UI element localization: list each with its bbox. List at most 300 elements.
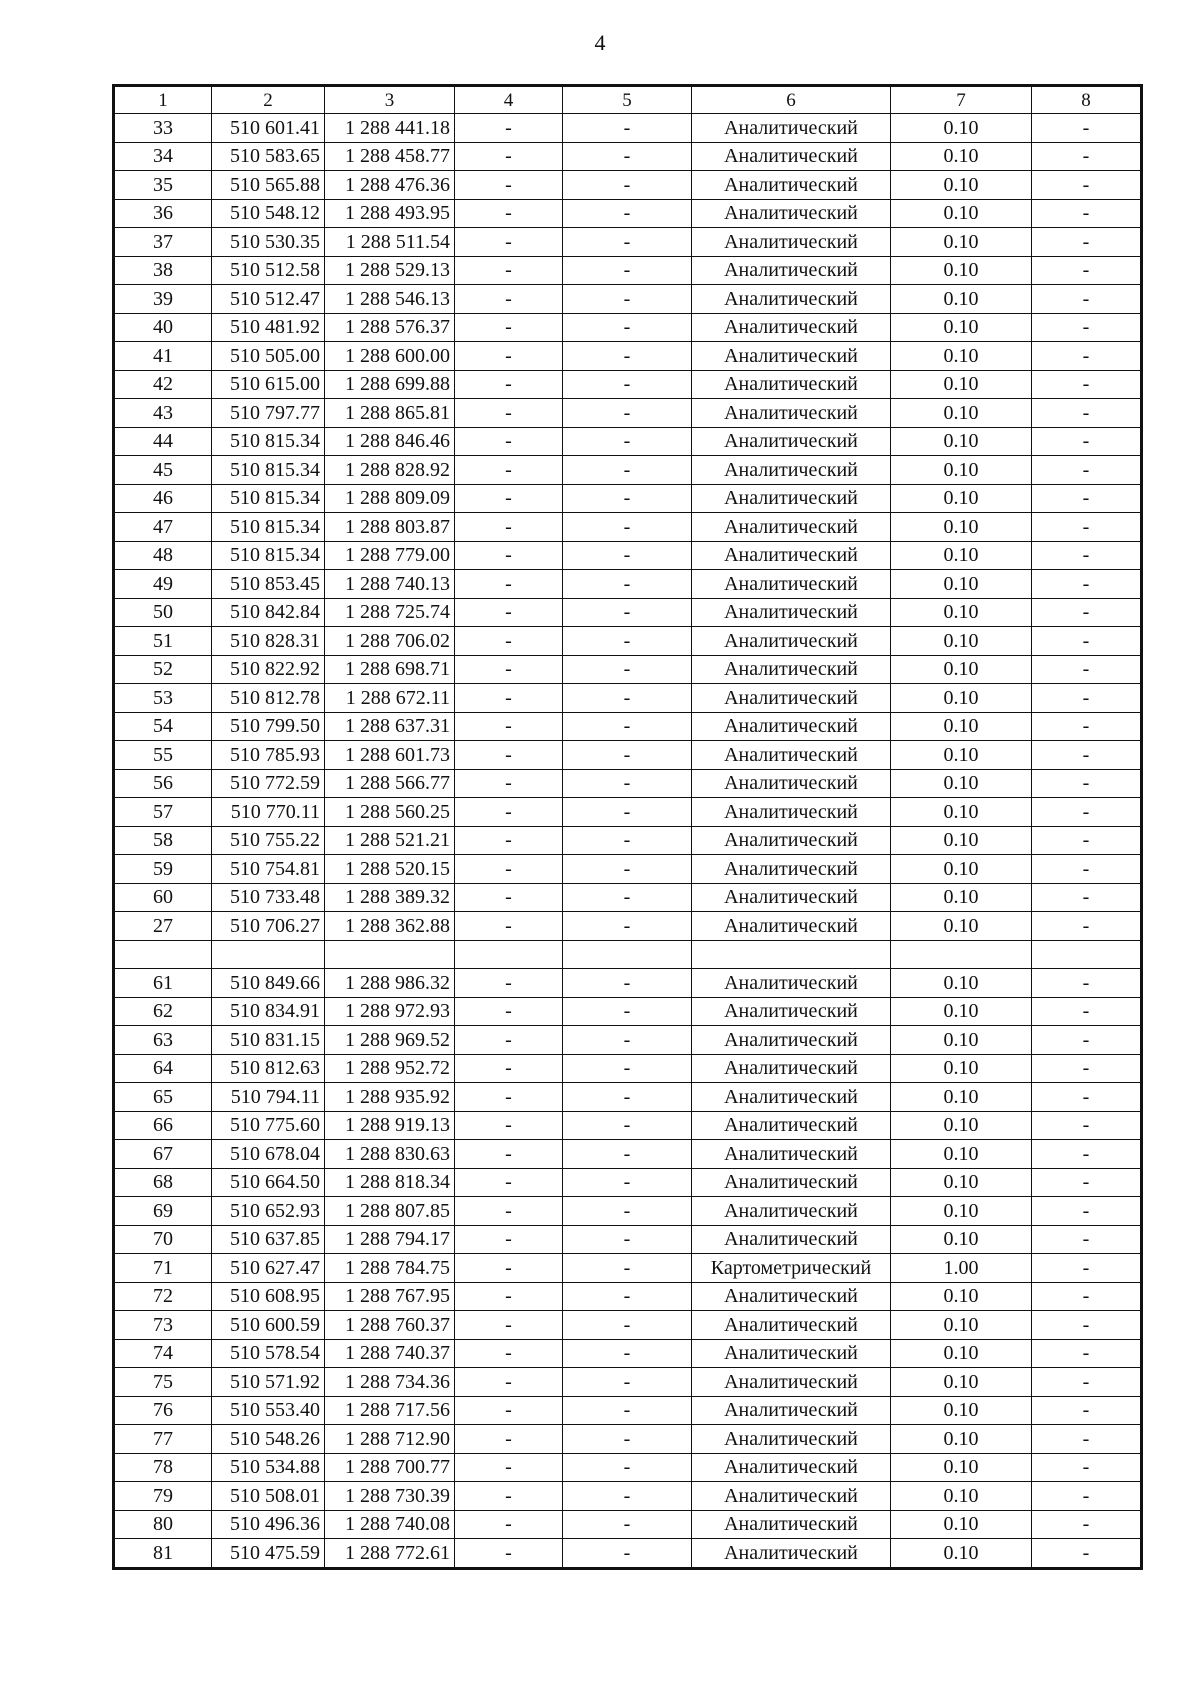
cell-col-4-value: - [455, 399, 563, 428]
cell-col-8-value: - [1032, 370, 1141, 399]
cell-method: Аналитический [692, 1225, 891, 1254]
cell-col-4-value: - [455, 798, 563, 827]
cell-method: Аналитический [692, 484, 891, 513]
cell-accuracy: 0.10 [891, 1054, 1032, 1083]
cell-point-number: 79 [115, 1482, 212, 1511]
cell-accuracy: 0.10 [891, 142, 1032, 171]
cell-accuracy: 0.10 [891, 969, 1032, 998]
table-row [115, 855, 1141, 884]
cell-col-8-value: - [1032, 1026, 1141, 1055]
cell-col-4-value: - [455, 285, 563, 314]
cell-col-8-value: - [1032, 684, 1141, 713]
table-row [115, 826, 1141, 855]
cell-method: Аналитический [692, 769, 891, 798]
cell-method: Аналитический [692, 171, 891, 200]
cell-point-number: 46 [115, 484, 212, 513]
cell-col-4-value: - [455, 1111, 563, 1140]
cell-y-coordinate: 1 288 779.00 [325, 541, 455, 570]
cell-col-5-value: - [563, 513, 692, 542]
cell-x-coordinate: 510 822.92 [212, 655, 325, 684]
cell-y-coordinate: 1 288 803.87 [325, 513, 455, 542]
cell-col-5-value: - [563, 228, 692, 257]
cell-method: Аналитический [692, 1168, 891, 1197]
cell-col-4-value: - [455, 370, 563, 399]
cell-col-4-value: - [455, 456, 563, 485]
cell-method: Аналитический [692, 1054, 891, 1083]
cell-accuracy [891, 940, 1032, 969]
cell-col-4-value: - [455, 256, 563, 285]
cell-method: Аналитический [692, 342, 891, 371]
table-row [115, 1197, 1141, 1226]
cell-point-number: 47 [115, 513, 212, 542]
cell-col-8-value: - [1032, 969, 1141, 998]
table-row [115, 627, 1141, 656]
table-row [115, 741, 1141, 770]
table-row [115, 370, 1141, 399]
cell-x-coordinate: 510 853.45 [212, 570, 325, 599]
cell-point-number: 76 [115, 1396, 212, 1425]
cell-x-coordinate: 510 794.11 [212, 1083, 325, 1112]
cell-point-number: 70 [115, 1225, 212, 1254]
cell-method: Аналитический [692, 1339, 891, 1368]
cell-x-coordinate: 510 842.84 [212, 598, 325, 627]
cell-col-5-value: - [563, 1083, 692, 1112]
cell-col-5-value: - [563, 1254, 692, 1283]
cell-col-8-value: - [1032, 1453, 1141, 1482]
coordinates-table [114, 86, 1141, 1568]
table-row [115, 1539, 1141, 1568]
cell-method: Аналитический [692, 285, 891, 314]
cell-accuracy: 0.10 [891, 513, 1032, 542]
cell-col-5-value: - [563, 427, 692, 456]
cell-x-coordinate: 510 578.54 [212, 1339, 325, 1368]
cell-col-4-value: - [455, 826, 563, 855]
header-cell-1: 1 [115, 87, 212, 114]
cell-method: Аналитический [692, 1140, 891, 1169]
cell-col-8-value: - [1032, 1111, 1141, 1140]
cell-col-4-value: - [455, 570, 563, 599]
cell-point-number: 65 [115, 1083, 212, 1112]
cell-point-number: 33 [115, 114, 212, 143]
table-row [115, 883, 1141, 912]
cell-x-coordinate: 510 534.88 [212, 1453, 325, 1482]
cell-point-number: 56 [115, 769, 212, 798]
cell-col-4-value: - [455, 1225, 563, 1254]
cell-col-5-value: - [563, 114, 692, 143]
table-row [115, 142, 1141, 171]
cell-col-5-value: - [563, 598, 692, 627]
table-row [115, 399, 1141, 428]
cell-col-5-value: - [563, 570, 692, 599]
table-row [115, 1425, 1141, 1454]
cell-x-coordinate: 510 627.47 [212, 1254, 325, 1283]
cell-x-coordinate: 510 565.88 [212, 171, 325, 200]
cell-col-8-value: - [1032, 1539, 1141, 1568]
cell-y-coordinate: 1 288 521.21 [325, 826, 455, 855]
table-row [115, 199, 1141, 228]
cell-col-8-value: - [1032, 285, 1141, 314]
cell-method: Аналитический [692, 655, 891, 684]
cell-y-coordinate: 1 288 441.18 [325, 114, 455, 143]
cell-x-coordinate: 510 512.47 [212, 285, 325, 314]
table-row [115, 1111, 1141, 1140]
cell-method: Аналитический [692, 826, 891, 855]
cell-col-5-value: - [563, 1197, 692, 1226]
cell-accuracy: 0.10 [891, 1368, 1032, 1397]
table-row [115, 285, 1141, 314]
cell-x-coordinate: 510 652.93 [212, 1197, 325, 1226]
cell-col-8-value: - [1032, 627, 1141, 656]
cell-accuracy: 0.10 [891, 313, 1032, 342]
cell-col-4-value: - [455, 1026, 563, 1055]
cell-y-coordinate: 1 288 476.36 [325, 171, 455, 200]
cell-col-8-value: - [1032, 1311, 1141, 1340]
table-row [115, 541, 1141, 570]
cell-point-number: 50 [115, 598, 212, 627]
cell-col-4-value: - [455, 484, 563, 513]
table-row [115, 1168, 1141, 1197]
cell-col-5-value: - [563, 1368, 692, 1397]
cell-accuracy: 0.10 [891, 1396, 1032, 1425]
cell-col-8-value: - [1032, 313, 1141, 342]
cell-point-number: 57 [115, 798, 212, 827]
cell-col-5-value: - [563, 712, 692, 741]
cell-col-4-value: - [455, 1368, 563, 1397]
cell-point-number: 72 [115, 1282, 212, 1311]
cell-method: Аналитический [692, 684, 891, 713]
cell-x-coordinate: 510 785.93 [212, 741, 325, 770]
cell-col-8-value: - [1032, 541, 1141, 570]
cell-y-coordinate: 1 288 560.25 [325, 798, 455, 827]
cell-point-number: 64 [115, 1054, 212, 1083]
table-row [115, 598, 1141, 627]
cell-accuracy: 0.10 [891, 741, 1032, 770]
cell-col-4-value: - [455, 1396, 563, 1425]
cell-col-8-value: - [1032, 256, 1141, 285]
cell-accuracy: 0.10 [891, 484, 1032, 513]
cell-col-8-value: - [1032, 484, 1141, 513]
cell-point-number: 36 [115, 199, 212, 228]
cell-y-coordinate: 1 288 700.77 [325, 1453, 455, 1482]
cell-x-coordinate: 510 678.04 [212, 1140, 325, 1169]
cell-col-4-value: - [455, 1197, 563, 1226]
cell-col-5-value: - [563, 655, 692, 684]
cell-col-5-value: - [563, 370, 692, 399]
table-row [115, 1282, 1141, 1311]
cell-y-coordinate: 1 288 972.93 [325, 997, 455, 1026]
cell-accuracy: 0.10 [891, 1539, 1032, 1568]
cell-point-number: 66 [115, 1111, 212, 1140]
cell-method: Аналитический [692, 712, 891, 741]
cell-method: Аналитический [692, 741, 891, 770]
cell-point-number: 69 [115, 1197, 212, 1226]
table-row [115, 1140, 1141, 1169]
cell-y-coordinate: 1 288 952.72 [325, 1054, 455, 1083]
cell-col-4-value: - [455, 1453, 563, 1482]
cell-method: Аналитический [692, 855, 891, 884]
table-row [115, 570, 1141, 599]
cell-col-5-value: - [563, 1140, 692, 1169]
cell-point-number: 54 [115, 712, 212, 741]
cell-x-coordinate: 510 706.27 [212, 912, 325, 941]
table-row [115, 1482, 1141, 1511]
cell-point-number: 53 [115, 684, 212, 713]
cell-y-coordinate: 1 288 699.88 [325, 370, 455, 399]
cell-x-coordinate: 510 828.31 [212, 627, 325, 656]
table-row [115, 1225, 1141, 1254]
table-row [115, 1054, 1141, 1083]
cell-point-number: 42 [115, 370, 212, 399]
header-cell-8: 8 [1032, 87, 1141, 114]
cell-method: Аналитический [692, 513, 891, 542]
cell-y-coordinate: 1 288 784.75 [325, 1254, 455, 1283]
cell-col-8-value: - [1032, 855, 1141, 884]
cell-y-coordinate: 1 288 637.31 [325, 712, 455, 741]
cell-y-coordinate: 1 288 734.36 [325, 1368, 455, 1397]
cell-accuracy: 0.10 [891, 1510, 1032, 1539]
cell-col-8-value: - [1032, 114, 1141, 143]
cell-point-number: 81 [115, 1539, 212, 1568]
cell-x-coordinate: 510 815.34 [212, 513, 325, 542]
cell-col-4-value: - [455, 1083, 563, 1112]
header-cell-6: 6 [692, 87, 891, 114]
cell-y-coordinate: 1 288 546.13 [325, 285, 455, 314]
cell-method: Аналитический [692, 427, 891, 456]
cell-col-5-value: - [563, 171, 692, 200]
cell-y-coordinate: 1 288 389.32 [325, 883, 455, 912]
cell-accuracy: 0.10 [891, 912, 1032, 941]
cell-col-5-value: - [563, 912, 692, 941]
cell-accuracy: 0.10 [891, 712, 1032, 741]
cell-x-coordinate: 510 571.92 [212, 1368, 325, 1397]
cell-accuracy: 0.10 [891, 1339, 1032, 1368]
cell-col-4-value: - [455, 1254, 563, 1283]
cell-col-4-value: - [455, 142, 563, 171]
cell-x-coordinate: 510 772.59 [212, 769, 325, 798]
cell-x-coordinate: 510 615.00 [212, 370, 325, 399]
cell-method: Аналитический [692, 1510, 891, 1539]
table-row [115, 114, 1141, 143]
cell-accuracy: 0.10 [891, 883, 1032, 912]
cell-y-coordinate: 1 288 712.90 [325, 1425, 455, 1454]
cell-col-5-value: - [563, 399, 692, 428]
cell-method: Аналитический [692, 142, 891, 171]
cell-point-number: 35 [115, 171, 212, 200]
cell-y-coordinate: 1 288 600.00 [325, 342, 455, 371]
cell-accuracy: 0.10 [891, 598, 1032, 627]
cell-col-8-value: - [1032, 741, 1141, 770]
cell-x-coordinate: 510 831.15 [212, 1026, 325, 1055]
cell-col-4-value: - [455, 1510, 563, 1539]
cell-y-coordinate: 1 288 740.08 [325, 1510, 455, 1539]
cell-accuracy: 0.10 [891, 1111, 1032, 1140]
cell-y-coordinate: 1 288 520.15 [325, 855, 455, 884]
cell-y-coordinate: 1 288 493.95 [325, 199, 455, 228]
cell-accuracy: 0.10 [891, 1140, 1032, 1169]
cell-col-5-value: - [563, 1425, 692, 1454]
cell-col-8-value: - [1032, 427, 1141, 456]
cell-col-4-value: - [455, 1425, 563, 1454]
cell-col-8-value: - [1032, 798, 1141, 827]
cell-col-4-value: - [455, 855, 563, 884]
cell-accuracy: 0.10 [891, 855, 1032, 884]
cell-col-4-value: - [455, 1339, 563, 1368]
cell-method: Аналитический [692, 1083, 891, 1112]
header-row [115, 87, 1141, 114]
cell-accuracy: 0.10 [891, 199, 1032, 228]
cell-x-coordinate [212, 940, 325, 969]
cell-col-8-value: - [1032, 655, 1141, 684]
cell-col-5-value: - [563, 1026, 692, 1055]
cell-y-coordinate: 1 288 740.13 [325, 570, 455, 599]
cell-point-number: 45 [115, 456, 212, 485]
cell-col-8-value: - [1032, 883, 1141, 912]
cell-col-5-value: - [563, 256, 692, 285]
cell-method: Аналитический [692, 627, 891, 656]
cell-x-coordinate: 510 496.36 [212, 1510, 325, 1539]
cell-accuracy: 0.10 [891, 1083, 1032, 1112]
cell-y-coordinate: 1 288 725.74 [325, 598, 455, 627]
cell-accuracy: 0.10 [891, 570, 1032, 599]
cell-col-4-value: - [455, 883, 563, 912]
cell-method: Аналитический [692, 456, 891, 485]
table-row [115, 313, 1141, 342]
cell-x-coordinate: 510 799.50 [212, 712, 325, 741]
cell-col-4-value: - [455, 1282, 563, 1311]
cell-point-number: 40 [115, 313, 212, 342]
cell-col-8-value: - [1032, 399, 1141, 428]
cell-method: Аналитический [692, 1282, 891, 1311]
cell-col-8-value: - [1032, 1510, 1141, 1539]
cell-method: Аналитический [692, 256, 891, 285]
cell-col-8-value: - [1032, 199, 1141, 228]
table-row [115, 1453, 1141, 1482]
cell-point-number: 71 [115, 1254, 212, 1283]
cell-x-coordinate: 510 815.34 [212, 427, 325, 456]
cell-col-5-value: - [563, 1510, 692, 1539]
cell-y-coordinate: 1 288 919.13 [325, 1111, 455, 1140]
cell-col-8-value: - [1032, 1197, 1141, 1226]
cell-x-coordinate: 510 755.22 [212, 826, 325, 855]
cell-col-5-value: - [563, 199, 692, 228]
cell-method: Аналитический [692, 1539, 891, 1568]
table-row [115, 1083, 1141, 1112]
cell-point-number: 62 [115, 997, 212, 1026]
table-row [115, 769, 1141, 798]
cell-method: Аналитический [692, 1425, 891, 1454]
cell-y-coordinate: 1 288 566.77 [325, 769, 455, 798]
cell-y-coordinate: 1 288 986.32 [325, 969, 455, 998]
cell-x-coordinate: 510 600.59 [212, 1311, 325, 1340]
cell-col-4-value: - [455, 912, 563, 941]
cell-accuracy: 0.10 [891, 228, 1032, 257]
cell-y-coordinate: 1 288 846.46 [325, 427, 455, 456]
cell-accuracy: 0.10 [891, 684, 1032, 713]
cell-col-5-value: - [563, 1054, 692, 1083]
table-row [115, 484, 1141, 513]
table-row [115, 684, 1141, 713]
cell-col-5-value: - [563, 142, 692, 171]
cell-x-coordinate: 510 505.00 [212, 342, 325, 371]
cell-y-coordinate: 1 288 601.73 [325, 741, 455, 770]
cell-y-coordinate: 1 288 865.81 [325, 399, 455, 428]
cell-accuracy: 0.10 [891, 541, 1032, 570]
cell-col-8-value: - [1032, 912, 1141, 941]
cell-col-8-value: - [1032, 1225, 1141, 1254]
cell-x-coordinate: 510 834.91 [212, 997, 325, 1026]
cell-y-coordinate: 1 288 818.34 [325, 1168, 455, 1197]
cell-point-number: 77 [115, 1425, 212, 1454]
cell-col-4-value [455, 940, 563, 969]
header-cell-4: 4 [455, 87, 563, 114]
cell-method: Аналитический [692, 370, 891, 399]
cell-accuracy: 0.10 [891, 1282, 1032, 1311]
cell-point-number: 37 [115, 228, 212, 257]
cell-x-coordinate: 510 553.40 [212, 1396, 325, 1425]
cell-method: Аналитический [692, 199, 891, 228]
cell-point-number: 68 [115, 1168, 212, 1197]
cell-x-coordinate: 510 508.01 [212, 1482, 325, 1511]
cell-point-number: 49 [115, 570, 212, 599]
cell-accuracy: 0.10 [891, 655, 1032, 684]
cell-col-8-value: - [1032, 1282, 1141, 1311]
cell-col-8-value: - [1032, 570, 1141, 599]
cell-col-4-value: - [455, 114, 563, 143]
cell-accuracy: 0.10 [891, 627, 1032, 656]
cell-col-5-value: - [563, 541, 692, 570]
cell-point-number: 60 [115, 883, 212, 912]
cell-point-number: 41 [115, 342, 212, 371]
cell-method: Аналитический [692, 883, 891, 912]
cell-col-8-value: - [1032, 1339, 1141, 1368]
cell-y-coordinate: 1 288 740.37 [325, 1339, 455, 1368]
cell-col-5-value: - [563, 1111, 692, 1140]
cell-col-8-value: - [1032, 1482, 1141, 1511]
cell-accuracy: 0.10 [891, 370, 1032, 399]
cell-col-5-value: - [563, 342, 692, 371]
cell-col-4-value: - [455, 228, 563, 257]
cell-col-4-value: - [455, 684, 563, 713]
cell-col-4-value: - [455, 199, 563, 228]
cell-point-number: 52 [115, 655, 212, 684]
cell-accuracy: 0.10 [891, 769, 1032, 798]
cell-col-4-value: - [455, 1482, 563, 1511]
cell-x-coordinate: 510 475.59 [212, 1539, 325, 1568]
cell-accuracy: 0.10 [891, 114, 1032, 143]
cell-point-number: 43 [115, 399, 212, 428]
cell-point-number: 75 [115, 1368, 212, 1397]
cell-col-5-value: - [563, 1282, 692, 1311]
cell-col-4-value: - [455, 655, 563, 684]
cell-method: Аналитический [692, 1396, 891, 1425]
cell-x-coordinate: 510 797.77 [212, 399, 325, 428]
cell-method: Аналитический [692, 541, 891, 570]
cell-col-8-value: - [1032, 997, 1141, 1026]
cell-col-8-value: - [1032, 598, 1141, 627]
cell-x-coordinate: 510 815.34 [212, 484, 325, 513]
cell-col-5-value: - [563, 969, 692, 998]
table-row [115, 513, 1141, 542]
cell-col-4-value: - [455, 627, 563, 656]
cell-accuracy: 0.10 [891, 1197, 1032, 1226]
cell-col-4-value: - [455, 313, 563, 342]
cell-y-coordinate: 1 288 362.88 [325, 912, 455, 941]
cell-y-coordinate: 1 288 511.54 [325, 228, 455, 257]
cell-x-coordinate: 510 664.50 [212, 1168, 325, 1197]
cell-col-8-value: - [1032, 826, 1141, 855]
table-row [115, 940, 1141, 969]
cell-method: Аналитический [692, 399, 891, 428]
